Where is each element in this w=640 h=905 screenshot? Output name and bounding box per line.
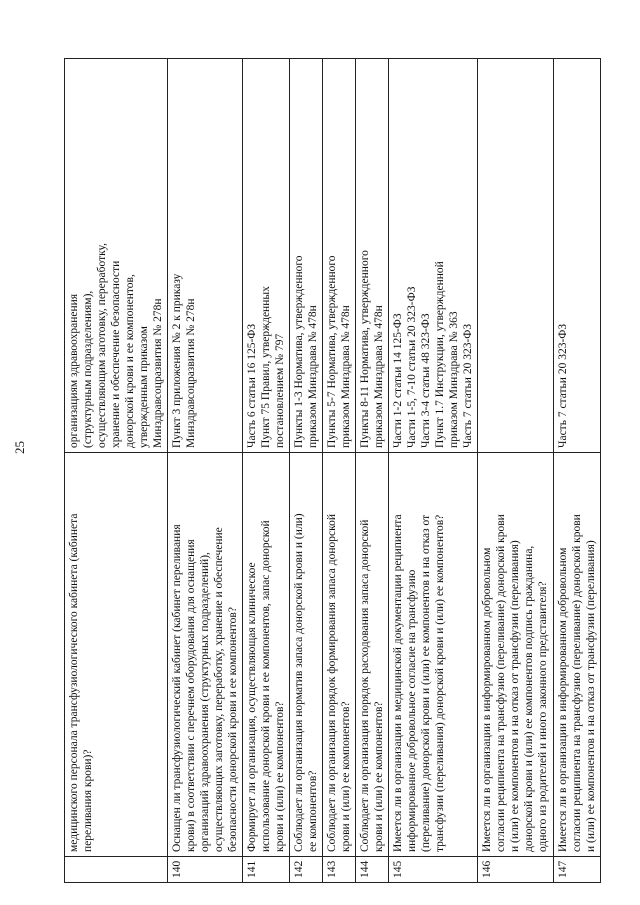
- reference-line: Пункты 5-7 Норматива, утвержденного: [326, 255, 339, 448]
- row-number: [65, 857, 168, 883]
- row-number: 141: [243, 857, 290, 883]
- question-line: трансфузии (переливания) донорской крови и (или) ее компонентов?: [434, 514, 447, 852]
- row-number: 145: [389, 857, 478, 883]
- reference-cell: [356, 59, 389, 453]
- question-line: крови и (или) ее компонентов?: [274, 701, 287, 852]
- reference-line: Пункт 75 Правил, утвержденных: [260, 286, 273, 448]
- question-line: безопасности донорской крови и ее компонентов?: [227, 607, 240, 852]
- table-row: [323, 59, 356, 883]
- question-line: и (или) ее компонентов и на отказ от трансфузии (переливания): [509, 540, 522, 852]
- question-line: Имеется ли в организации в медицинской документации реципиента: [392, 514, 405, 852]
- reference-line: Минздравсоцразвития № 278н: [185, 298, 198, 448]
- question-line: (переливание) донорской крови и (или) ее компонентов и на отказ от: [420, 514, 433, 852]
- row-number: 146: [478, 857, 553, 883]
- reference-line: организациям здравоохранения: [68, 293, 80, 448]
- reference-line: осуществляющим заготовку, переработку,: [96, 242, 109, 448]
- row-number: 147: [553, 857, 600, 883]
- question-cell: [356, 453, 389, 857]
- table-row: [356, 59, 389, 883]
- reference-line: приказом Минздрава № 478н: [373, 305, 386, 448]
- reference-line: Минздравсоцразвития № 278н: [152, 298, 165, 448]
- reference-line: Части 1-2 статьи 14 125-ФЗ: [392, 313, 405, 448]
- rotated-table-container: [64, 59, 597, 883]
- reference-cell: [168, 59, 243, 453]
- reference-line: (структурным подразделениям),: [82, 290, 95, 448]
- question-line: медицинского персонала трансфузиологического кабинета (кабинета: [68, 513, 80, 852]
- question-line: крови) в соответствии с перечнем оборудования для оснащения: [185, 539, 198, 852]
- reference-line: Пункт 1.7 Инструкции, утвержденной: [434, 261, 447, 448]
- reference-line: хранение и обеспечение безопасности: [110, 260, 123, 448]
- table-row: [65, 59, 168, 883]
- question-cell: [478, 453, 553, 857]
- reference-cell: [553, 59, 600, 453]
- row-number: 140: [168, 857, 243, 883]
- question-line: Имеется ли в организации в информированном добровольном: [481, 547, 494, 852]
- reference-line: постановлением № 797: [274, 333, 287, 448]
- reference-line: приказом Минздрава № 363: [448, 311, 461, 448]
- row-number: 144: [356, 857, 389, 883]
- question-cell: [290, 453, 323, 857]
- reference-line: Части 3-4 статьи 48 323-ФЗ: [420, 313, 433, 448]
- question-line: донорской крови и (или) ее компонентов подпись гражданина,: [523, 545, 536, 852]
- question-line: осуществляющих заготовку, переработку, хранение и обеспечение: [213, 527, 226, 852]
- question-cell: [323, 453, 356, 857]
- question-line: крови и (или) ее компонентов?: [340, 701, 353, 852]
- question-line: согласии реципиента на трансфузию (переливание) донорской крови: [570, 514, 583, 852]
- row-number: 142: [290, 857, 323, 883]
- question-cell: [65, 453, 168, 857]
- page-number: 25: [12, 441, 27, 454]
- reference-line: Части 1-5, 7-10 статьи 20 323-ФЗ: [406, 286, 419, 448]
- question-cell: [243, 453, 290, 857]
- reference-line: Пункты 1-3 Норматива, утвержденного: [293, 255, 306, 448]
- reference-cell: [65, 59, 168, 453]
- table-row: [478, 59, 553, 883]
- checklist-table: [64, 58, 601, 883]
- reference-cell: [323, 59, 356, 453]
- reference-line: Часть 7 статьи 20 323-ФЗ: [556, 323, 569, 448]
- question-line: Соблюдает ли организация норматив запаса донорской крови и (или): [293, 513, 306, 852]
- reference-line: донорской крови и ее компонентов,: [124, 274, 137, 448]
- question-line: использование донорской крови и ее компонентов, запас донорской: [260, 520, 273, 852]
- question-line: Оснащен ли трансфузиологический кабинет (кабинет переливания: [171, 524, 184, 852]
- question-line: Имеется ли в организации в информированном добровольном: [556, 547, 569, 852]
- table-row: [290, 59, 323, 883]
- reference-cell: [243, 59, 290, 453]
- reference-line: Пункт 3 приложения № 2 к приказу: [171, 273, 184, 448]
- question-line: организаций здравоохранения (структурных подразделений),: [199, 552, 212, 852]
- question-line: крови и (или) ее компонентов?: [373, 701, 386, 852]
- table-row: [168, 59, 243, 883]
- question-line: согласии реципиента на трансфузию (переливание) донорской крови: [495, 514, 508, 852]
- question-cell: [553, 453, 600, 857]
- reference-line: Часть 7 статьи 20 323-ФЗ: [462, 323, 475, 448]
- row-number: 143: [323, 857, 356, 883]
- question-cell: [168, 453, 243, 857]
- table-row: [389, 59, 478, 883]
- reference-line: утвержденным приказом: [138, 326, 151, 448]
- question-line: Соблюдает ли организация порядок расходования запаса донорской: [359, 519, 372, 852]
- reference-line: приказом Минздрава № 478н: [340, 305, 353, 448]
- question-line: Формирует ли организация, осуществляющая клиническое: [246, 562, 259, 852]
- question-line: ее компонентов?: [307, 770, 320, 852]
- reference-line: Часть 6 статьи 16 125-ФЗ: [246, 323, 259, 448]
- table-row: [553, 59, 600, 883]
- question-line: и (или) ее компонентов и на отказ от трансфузии (переливания): [584, 540, 597, 852]
- reference-line: приказом Минздрава № 478н: [307, 305, 320, 448]
- question-line: одного из родителей и иного законного представителя?: [537, 581, 550, 852]
- question-line: переливания крови)?: [82, 749, 95, 852]
- reference-cell: [389, 59, 478, 453]
- reference-line: Пункты 8-11 Норматива, утвержденного: [359, 250, 372, 448]
- question-line: информированное добровольное согласие на трансфузию: [406, 569, 419, 852]
- table-row: [243, 59, 290, 883]
- reference-cell: [290, 59, 323, 453]
- question-line: Соблюдает ли организация порядок формирования запаса донорской: [326, 513, 339, 852]
- question-cell: [389, 453, 478, 857]
- reference-cell: [478, 59, 553, 453]
